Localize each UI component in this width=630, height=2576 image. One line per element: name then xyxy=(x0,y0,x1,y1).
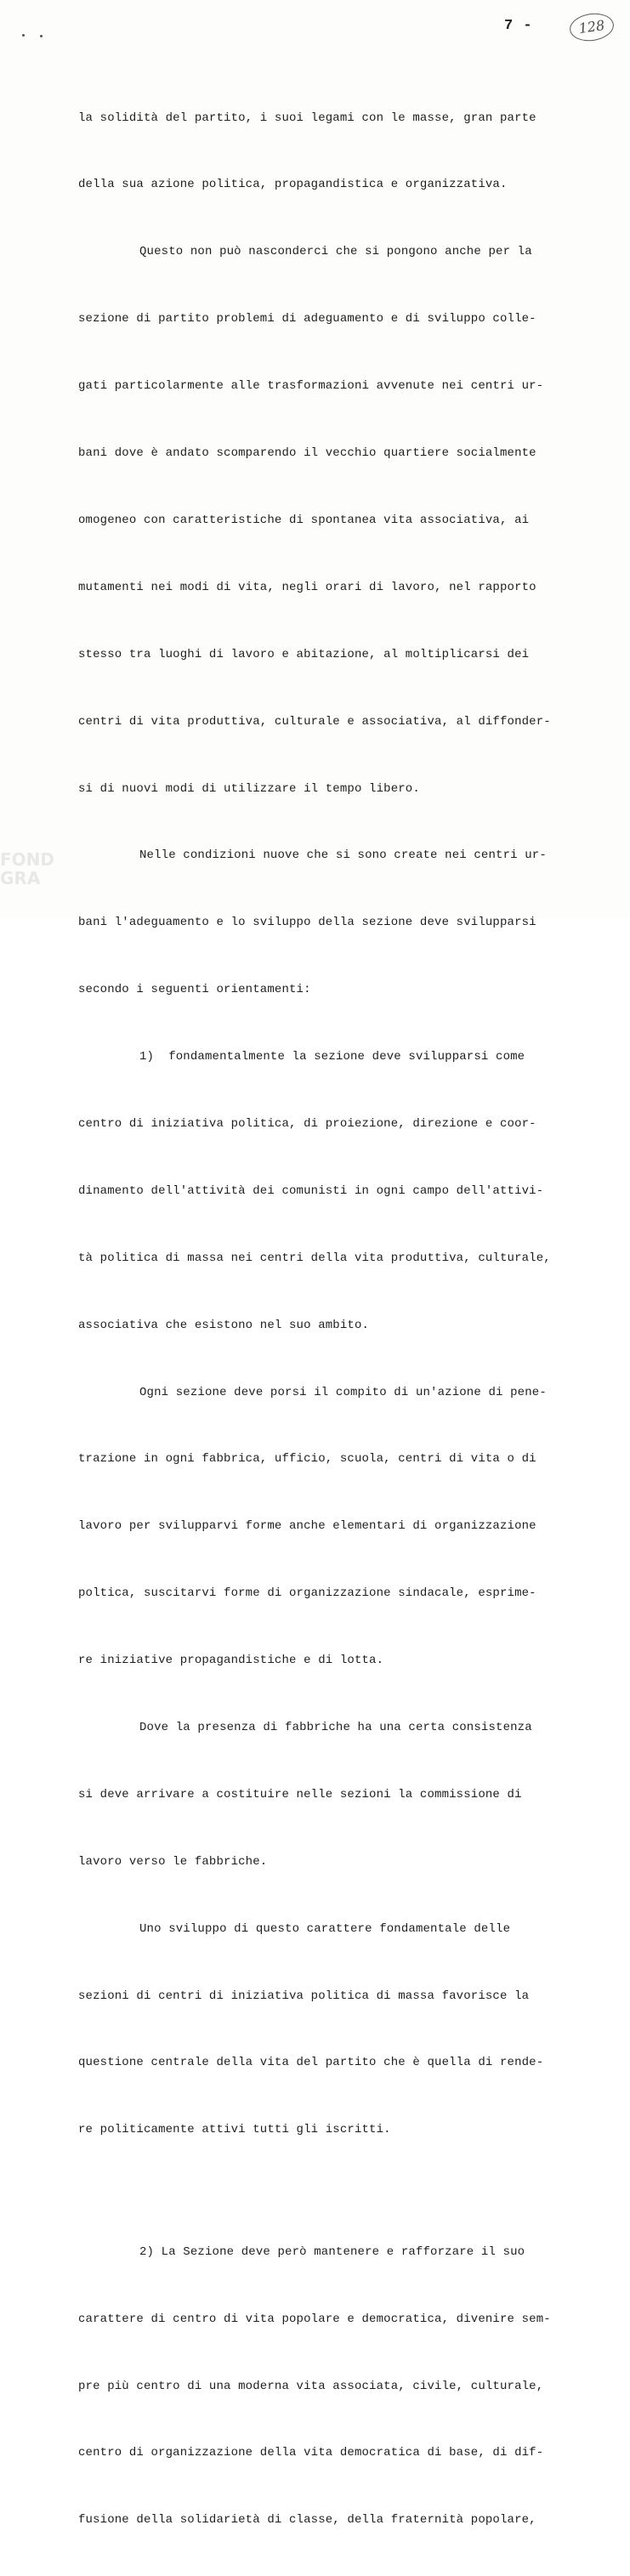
text-line: sezione di partito problemi di adeguamento e di sviluppo colle- xyxy=(78,312,536,326)
text-line: carattere di centro di vita popolare e democratica, divenire sem- xyxy=(78,2312,551,2326)
text-line: poltica, suscitarvi forme di organizzazione sindacale, esprime- xyxy=(78,1586,536,1601)
watermark-text-bottom: GRA xyxy=(0,868,41,888)
text-line: questione centrale della vita del partito che è quella di rende- xyxy=(78,2056,544,2070)
text-line: Nelle condizioni nuove che si sono create nei centri ur- xyxy=(139,848,547,863)
text-line: 2) La Sezione deve però mantenere e rafforzare il suo xyxy=(139,2244,525,2259)
text-line: si deve arrivare a costituire nelle sezioni la commissione di xyxy=(78,1787,522,1801)
text-line: fusione della solidarietà di classe, della fraternità popolare, xyxy=(78,2513,536,2528)
scan-speck xyxy=(22,34,25,37)
text-line: tà politica di massa nei centri della vita produttiva, culturale, xyxy=(78,1251,551,1265)
text-line: stesso tra luoghi di lavoro e abitazione, al moltiplicarsi dei xyxy=(78,647,530,661)
text-line: trazione in ogni fabbrica, ufficio, scuola, centri di vita o di xyxy=(78,1452,536,1467)
text-line: pre più centro di una moderna vita associata, civile, culturale, xyxy=(78,2379,544,2393)
text-line: della sua azione politica, propagandistica e organizzativa. xyxy=(78,178,508,192)
text-line: Uno sviluppo di questo carattere fondamentale delle xyxy=(139,1921,511,1936)
text-line: bani l'adeguamento e lo sviluppo della sezione deve svilupparsi xyxy=(78,916,536,930)
text-line: centri di vita produttiva, culturale e associativa, al diffonder- xyxy=(78,714,551,729)
text-line: centro di organizzazione della vita democratica di base, di dif- xyxy=(78,2446,544,2460)
text-line: gati particolarmente alle trasformazioni avvenute nei centri ur- xyxy=(78,379,544,394)
text-line: re politicamente attivi tutti gli iscritti. xyxy=(78,2123,391,2137)
text-line: Dove la presenza di fabbriche ha una certa consistenza xyxy=(139,1720,532,1734)
watermark-text-top: FOND xyxy=(0,849,55,870)
text-line: dinamento dell'attività dei comunisti in ogni campo dell'attivi- xyxy=(78,1183,544,1198)
scan-speck xyxy=(40,35,43,37)
archive-watermark xyxy=(0,850,77,918)
archive-number-stamp: 128 xyxy=(568,11,616,44)
text-line: centro di iniziativa politica, di proiezione, direzione e coor- xyxy=(78,1116,536,1131)
text-line: lavoro per svilupparvi forme anche elementari di organizzazione xyxy=(78,1519,536,1534)
text-line: omogeneo con caratteristiche di spontanea vita associativa, ai xyxy=(78,513,530,527)
text-line: associativa che esistono nel suo ambito. xyxy=(78,1318,370,1332)
text-line: mutamenti nei modi di vita, negli orari di lavoro, nel rapporto xyxy=(78,580,536,594)
text-line: si di nuovi modi di utilizzare il tempo libero. xyxy=(78,781,420,796)
text-line: Ogni sezione deve porsi il compito di un'azione di pene- xyxy=(139,1385,547,1399)
page-number: 7 - xyxy=(504,18,533,34)
text-line: Questo non può nasconderci che si pongono anche per la xyxy=(139,245,532,259)
text-line: lavoro verso le fabbriche. xyxy=(78,1854,268,1869)
text-line: bani dove è andato scomparendo il vecchio quartiere socialmente xyxy=(78,446,536,461)
text-line: 1) fondamentalmente la sezione deve svilupparsi come xyxy=(139,1050,525,1064)
text-line: sezioni di centri di iniziativa politica di massa favorisce la xyxy=(78,1989,530,2003)
paragraph-gap xyxy=(78,2186,588,2196)
text-line: la solidità del partito, i suoi legami con le masse, gran parte xyxy=(78,111,536,125)
document-body xyxy=(78,62,588,2576)
text-line: secondo i seguenti orientamenti: xyxy=(78,983,311,997)
text-line: re iniziative propagandistiche e di lotta. xyxy=(78,1654,384,1668)
